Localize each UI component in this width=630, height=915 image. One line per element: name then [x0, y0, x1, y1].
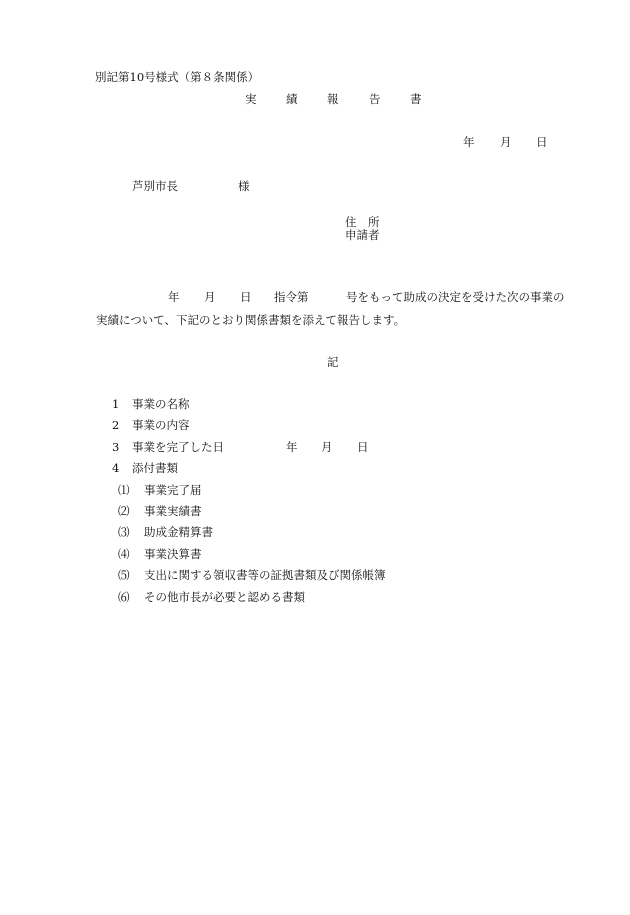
date-day: 日	[536, 135, 548, 149]
date-year: 年	[463, 135, 475, 149]
address-label: 住 所	[345, 215, 380, 229]
attachment-number: ⑶	[118, 525, 130, 539]
item-number: 2	[112, 418, 120, 432]
attachment-number: ⑷	[118, 547, 130, 561]
item-month: 月	[321, 440, 333, 454]
item-day: 日	[357, 440, 369, 454]
item-label: 事業の内容	[132, 418, 190, 432]
item-label: 添付書類	[132, 461, 178, 475]
attachment-label: 支出に関する領収書等の証拠書類及び関係帳簿	[144, 568, 386, 582]
addressee-name: 芦別市長	[132, 179, 178, 193]
attachment-label: その他市長が必要と認める書類	[144, 590, 305, 604]
title-char: 書	[410, 92, 422, 106]
attachment-number: ⑴	[118, 483, 130, 497]
attachment-label: 事業完了届	[144, 483, 202, 497]
item-year: 年	[286, 440, 298, 454]
form-id: 別記第10号様式（第８条関係）	[95, 70, 260, 84]
item-number: 3	[112, 440, 120, 454]
title-char: 実	[245, 92, 257, 106]
attachment-number: ⑸	[118, 568, 130, 582]
body-day: 日	[240, 290, 252, 304]
attachment-number: ⑵	[118, 504, 130, 518]
item-label: 事業を完了した日	[132, 440, 224, 454]
item-number: 4	[112, 461, 120, 475]
item-number: 1	[112, 397, 120, 411]
applicant-label: 申請者	[345, 228, 380, 242]
body-month: 月	[204, 290, 216, 304]
item-label: 事業の名称	[132, 397, 190, 411]
body-line2: 実績について、下記のとおり関係書類を添えて報告します。	[96, 313, 406, 327]
attachment-label: 事業実績書	[144, 504, 202, 518]
attachment-label: 助成金精算書	[144, 525, 213, 539]
addressee-honorific: 様	[238, 179, 250, 193]
date-month: 月	[500, 135, 512, 149]
ki-heading: 記	[327, 355, 339, 369]
body-directive: 指令第	[274, 290, 309, 304]
attachment-number: ⑹	[118, 590, 130, 604]
attachment-label: 事業決算書	[144, 547, 202, 561]
body-year: 年	[168, 290, 180, 304]
body-line1-rest: 号をもって助成の決定を受けた次の事業の	[346, 290, 565, 304]
title-char: 績	[286, 92, 298, 106]
title-char: 報	[327, 92, 339, 106]
title-char: 告	[369, 92, 381, 106]
